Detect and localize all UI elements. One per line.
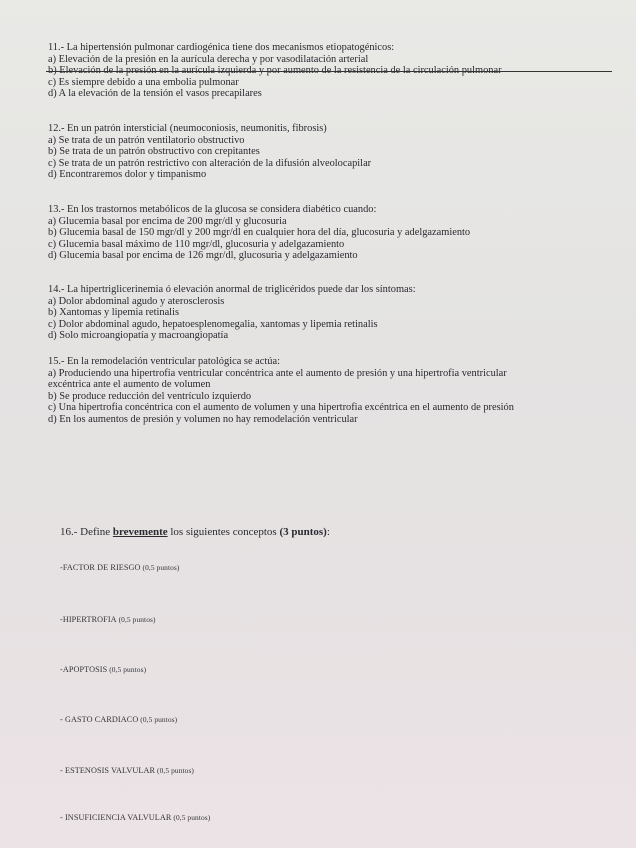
concept-points: (0,5 puntos) xyxy=(116,615,156,624)
question-stem: 11.- La hipertensión pulmonar cardiogénica tiene dos mecanismos etiopatogénicos: xyxy=(48,42,395,53)
concept-factor-riesgo xyxy=(60,563,179,572)
concept-insuficiencia-valvular xyxy=(60,813,210,822)
q16-prefix: 16.- Define xyxy=(60,526,113,538)
q16-middle: los siguientes conceptos xyxy=(167,526,280,538)
concept-hipertrofia xyxy=(60,615,156,624)
concept-points: (0,5 puntos) xyxy=(140,563,180,572)
question-stem: 13.- En los trastornos metabólicos de la glucosa se considera diabético cuando: xyxy=(48,204,377,215)
option-c: c) Se trata de un patrón restrictivo con alteración de la difusión alveolocapilar xyxy=(48,157,372,169)
q16-points: (3 puntos) xyxy=(279,526,327,538)
option-b: b) Xantomas y lipemia retinalis xyxy=(48,307,180,319)
strike-through-line xyxy=(46,71,612,72)
concept-estenosis-valvular xyxy=(60,766,194,775)
question-14 xyxy=(48,284,608,342)
question-12 xyxy=(48,123,608,181)
option-a: a) Se trata de un patrón ventilatorio obstructivo xyxy=(48,134,245,146)
option-b: b) Se produce reducción del ventrículo izquierdo xyxy=(48,390,252,402)
option-a-continued: excéntrica ante el aumento de volumen xyxy=(48,379,211,391)
question-13 xyxy=(48,204,608,262)
question-15 xyxy=(48,356,608,426)
option-c: c) Una hipertrofia concéntrica con el aumento de volumen y una hipertrofia excéntrica en el aumento de presión xyxy=(48,402,514,414)
question-stem: 14.- La hipertriglicerinemia ó elevación anormal de triglicéridos puede dar los síntomas: xyxy=(48,284,416,295)
concept-points: (0,5 puntos) xyxy=(107,665,147,674)
concept-label: - GASTO CARDIACO xyxy=(60,715,139,724)
question-11 xyxy=(48,42,608,100)
concept-points: (0,5 puntos) xyxy=(171,813,211,822)
option-b: b) Se trata de un patrón obstructivo con crepitantes xyxy=(48,146,260,158)
option-a: a) Glucemia basal por encima de 200 mgr/dl y glucosuria xyxy=(48,215,287,227)
concept-label: -FACTOR DE RIESGO xyxy=(60,563,141,572)
option-d: d) Encontraremos dolor y timpanismo xyxy=(48,169,207,181)
option-a: a) Dolor abdominal agudo y aterosclerosis xyxy=(48,295,225,307)
question-stem: 15.- En la remodelación ventricular patológica se actúa: xyxy=(48,356,280,367)
option-b: b) Glucemia basal de 150 mgr/dl y 200 mgr/dl en cualquier hora del día, glucosuria y adelgazamiento xyxy=(48,227,471,239)
q16-emphasis: brevemente xyxy=(112,526,168,538)
concept-label: - INSUFICIENCIA VALVULAR xyxy=(60,813,172,822)
option-a: a) Elevación de la presión en la aurícula derecha y por vasodilatación arterial xyxy=(48,53,369,65)
concept-label: - ESTENOSIS VALVULAR xyxy=(60,766,156,775)
option-d: d) Solo microangiopatía y macroangiopatía xyxy=(48,330,229,342)
option-d: d) Glucemia basal por encima de 126 mgr/dl, glucosuria y adelgazamiento xyxy=(48,250,358,262)
option-b-struck xyxy=(48,65,608,77)
option-d: d) A la elevación de la tensión el vasos precapilares xyxy=(48,88,262,100)
option-a: a) Produciendo una hipertrofia ventricular concéntrica ante el aumento de presión y una hipertrofia ventricular xyxy=(48,367,507,379)
question-stem: 12.- En un patrón intersticial (neumoconiosis, neumonitis, fibrosis) xyxy=(48,123,327,134)
option-d: d) En los aumentos de presión y volumen no hay remodelación ventricular xyxy=(48,413,358,425)
concept-label: -HIPERTROFIA xyxy=(60,615,117,624)
concept-apoptosis xyxy=(60,665,146,674)
question-16-heading xyxy=(60,526,330,538)
concept-gasto-cardiaco xyxy=(60,715,177,724)
concept-points: (0,5 puntos) xyxy=(155,766,194,775)
option-c: c) Es siempre debido a una embolia pulmonar xyxy=(48,76,239,88)
option-c: c) Dolor abdominal agudo, hepatoesplenomegalia, xantomas y lipemia retinalis xyxy=(48,318,378,330)
concept-points: (0,5 puntos) xyxy=(138,715,178,724)
option-c: c) Glucemia basal máximo de 110 mgr/dl, glucosuria y adelgazamiento xyxy=(48,238,345,250)
concept-label: -APOPTOSIS xyxy=(60,665,108,674)
q16-suffix: : xyxy=(326,526,330,538)
